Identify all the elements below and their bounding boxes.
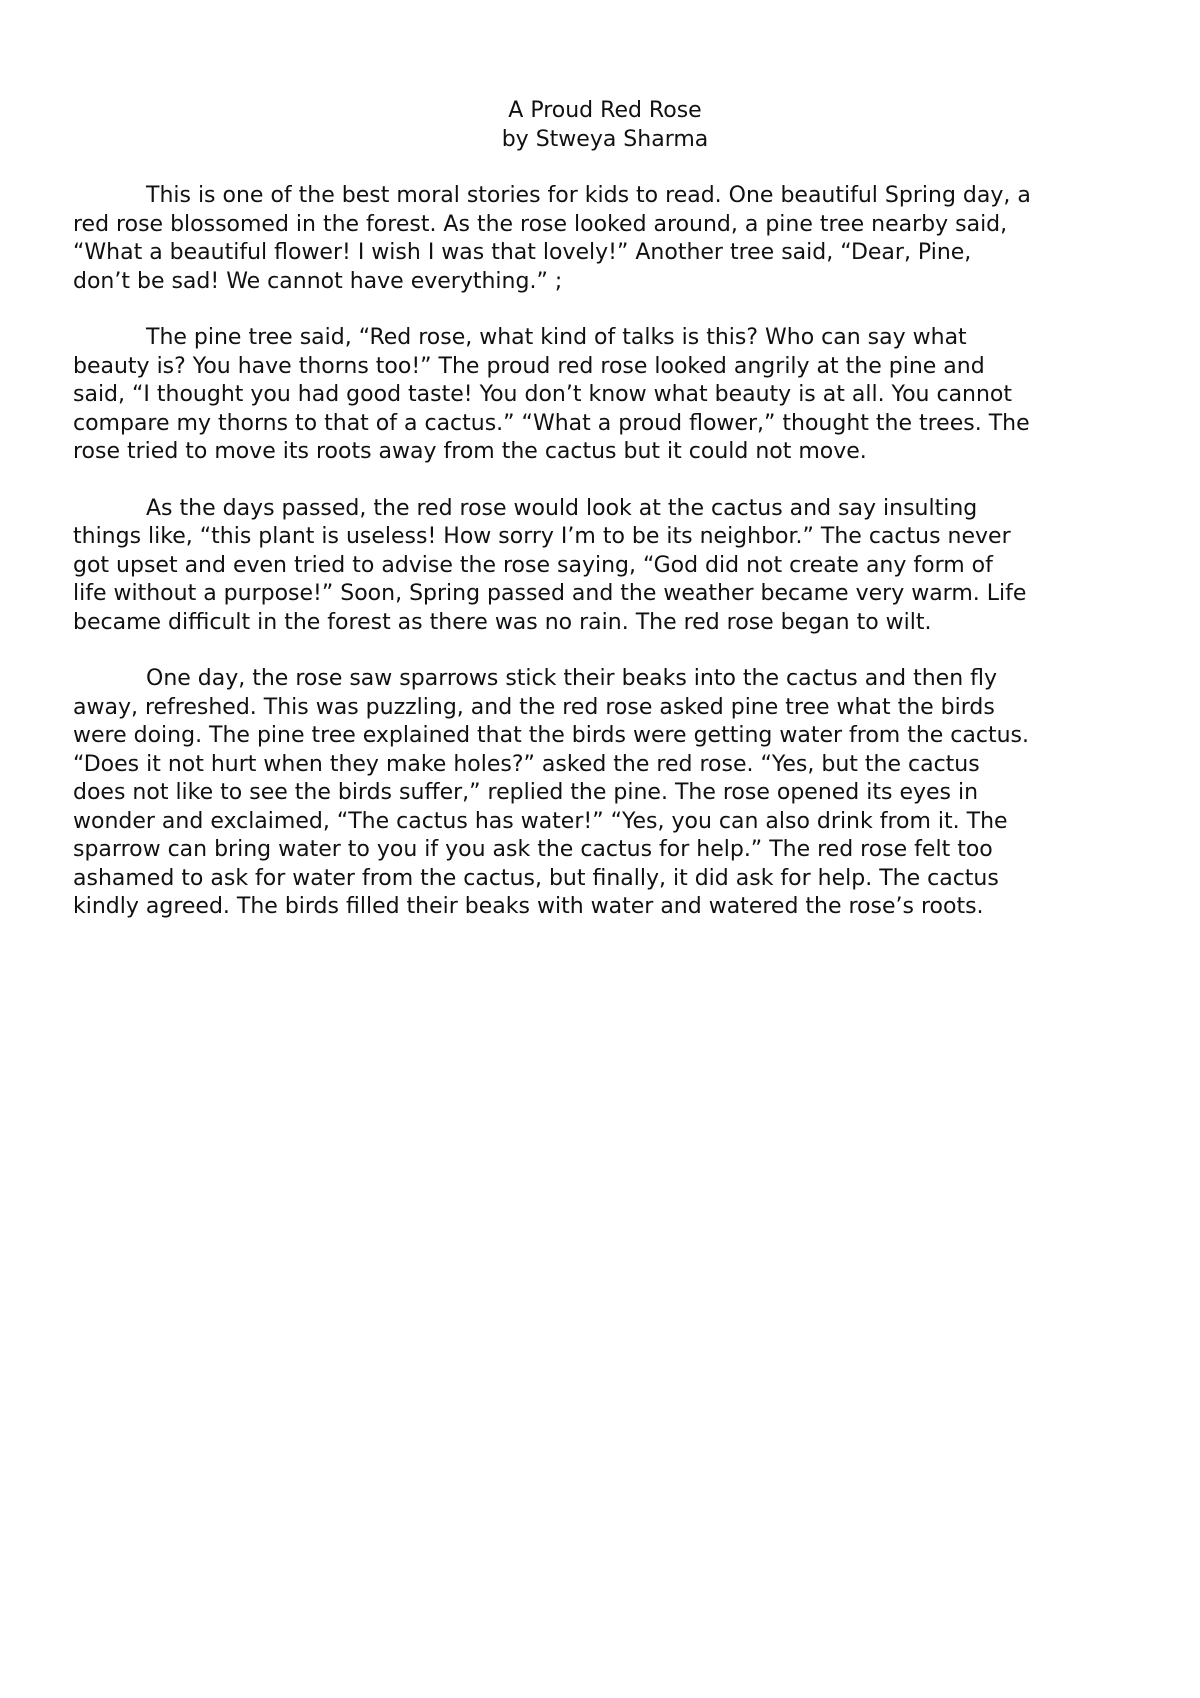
story-title: A Proud Red Rose <box>508 98 702 123</box>
text-line: rose tried to move its roots away from the cactus but it could not move. <box>73 439 867 464</box>
text-line: kindly agreed. The birds filled their beaks with water and watered the rose’s roots. <box>73 894 984 919</box>
text-line: got upset and even tried to advise the rose saying, “God did not create any form of <box>73 552 993 578</box>
document-body <box>73 97 1137 950</box>
text-line: “Does it not hurt when they make holes?” asked the red rose. “Yes, but the cactus <box>73 751 980 777</box>
paragraph-4 <box>73 665 1137 922</box>
text-line: does not like to see the birds suffer,” replied the pine. The rose opened its eyes in <box>73 780 979 805</box>
text-line: ashamed to ask for water from the cactus, but finally, it did ask for help. The cactus <box>73 865 999 891</box>
text-line: red rose blossomed in the forest. As the rose looked around, a pine tree nearby said, <box>73 211 1008 237</box>
text-line: beauty is? You have thorns too!” The proud red rose looked angrily at the pine and <box>73 353 985 379</box>
text-line: The pine tree said, “Red rose, what kind of talks is this? Who can say what <box>146 325 967 350</box>
text-line: sparrow can bring water to you if you ask the cactus for help.” The red rose felt too <box>73 837 993 862</box>
paragraph-3 <box>73 495 1137 638</box>
text-line: said, “I thought you had good taste! You don’t know what beauty is at all. You cannot <box>73 382 1013 407</box>
title-block <box>73 97 1137 154</box>
story-author: by Stweya Sharma <box>501 126 709 152</box>
paragraph-2 <box>73 324 1137 467</box>
text-line: wonder and exclaimed, “The cactus has water!” “Yes, you can also drink from it. The <box>73 808 1008 834</box>
text-line: became difficult in the forest as there was no rain. The red rose began to wilt. <box>73 609 932 635</box>
text-line: This is one of the best moral stories for kids to read. One beautiful Spring day, a <box>146 183 1031 208</box>
text-line: compare my thorns to that of a cactus.” “What a proud flower,” thought the trees. The <box>73 410 1030 436</box>
text-line: As the days passed, the red rose would look at the cactus and say insulting <box>146 495 978 521</box>
text-line: don’t be sad! We cannot have everything.” ; <box>73 268 563 294</box>
text-line: “What a beautiful flower! I wish I was that lovely!” Another tree said, “Dear, Pine, <box>73 240 972 265</box>
text-line: One day, the rose saw sparrows stick their beaks into the cactus and then fly <box>146 666 998 691</box>
paragraph-1 <box>73 182 1137 296</box>
text-line: things like, “this plant is useless! How sorry I’m to be its neighbor.” The cactus never <box>73 524 1011 549</box>
text-line: were doing. The pine tree explained that the birds were getting water from the cactus. <box>73 723 1030 748</box>
text-line: life without a purpose!” Soon, Spring passed and the weather became very warm. Life <box>73 581 1027 606</box>
text-line: away, refreshed. This was puzzling, and the red rose asked pine tree what the birds <box>73 694 995 720</box>
